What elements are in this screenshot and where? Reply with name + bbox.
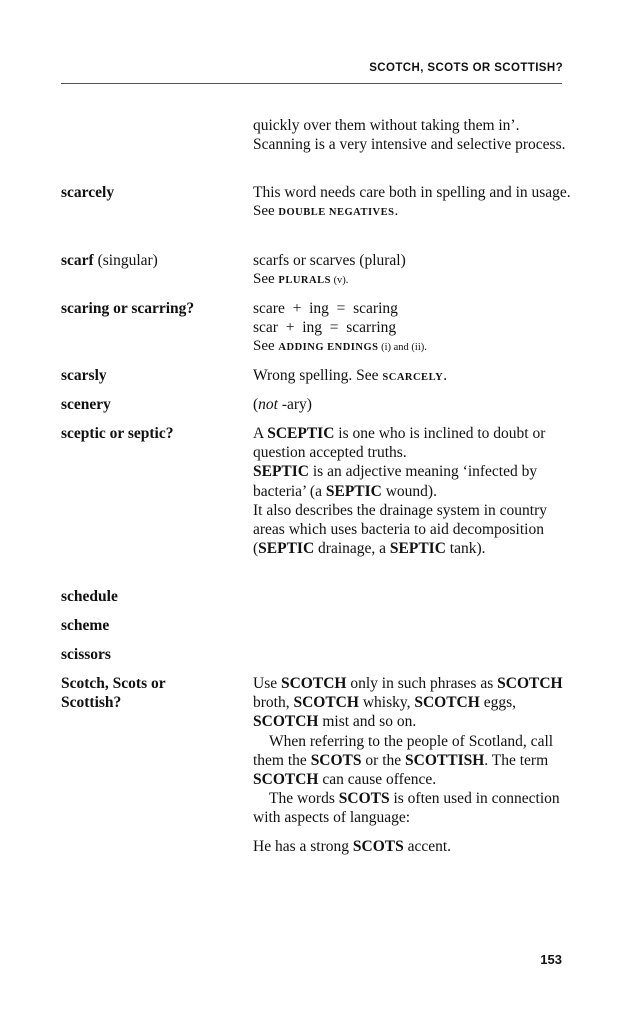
header-rule bbox=[61, 83, 562, 84]
term-scotch-scots-or-scottish: Scotch, Scots or Scottish? bbox=[61, 675, 166, 711]
term-scissors: scissors bbox=[61, 646, 111, 663]
def-scotch-scots-or-scottish: Use SCOTCH only in such phrases as SCOTCH broth, SCOTCH whisky, SCOTCH eggs, SCOTCH mist and so on. When referring to the people of Scotland, call them the SCOTS or the SCOTTISH. The term SCOTCH can cause offence. The words SCOTS is often used in connection with aspects of language: He has a strong SCOTS accent. bbox=[253, 674, 571, 856]
cross-ref-double-negatives[interactable]: DOUBLE NEGATIVES bbox=[278, 207, 395, 219]
continuation-text: quickly over them without taking them in’. Scanning is a very intensive and selective process. bbox=[253, 117, 566, 154]
def-scarcely: This word needs care both in spelling and in usage. See DOUBLE NEGATIVES. bbox=[253, 184, 571, 220]
running-head: SCOTCH, SCOTS OR SCOTTISH? bbox=[369, 62, 563, 74]
term-scarf: scarf (singular) bbox=[61, 252, 158, 269]
def-sceptic-or-septic: A SCEPTIC is one who is inclined to doubt or question accepted truths. SEPTIC is an adjective meaning ‘infected by bacteria’ (a SEPTIC wound). It also describes the drainage system in country areas which uses bacteria to aid decomposition (SEPTIC drainage, a SEPTIC tank). bbox=[253, 425, 547, 558]
def-scenery: (not -ary) bbox=[253, 396, 312, 413]
term-scarsly: scarsly bbox=[61, 367, 107, 384]
term-scheme: scheme bbox=[61, 617, 110, 634]
term-sceptic-or-septic: sceptic or septic? bbox=[61, 425, 174, 442]
page-number: 153 bbox=[540, 952, 562, 967]
def-scarf: scarfs or scarves (plural) See PLURALS (v). bbox=[253, 252, 406, 288]
def-scaring-or-scarring: scare + ing = scaring scar + ing = scarring See ADDING ENDINGS (i) and (ii). bbox=[253, 300, 427, 355]
term-scenery: scenery bbox=[61, 396, 111, 413]
cross-ref-plurals[interactable]: PLURALS bbox=[278, 275, 331, 287]
example-sentence: He has a strong SCOTS accent. bbox=[253, 837, 452, 855]
cross-ref-scarcely[interactable]: SCARCELY bbox=[382, 372, 444, 383]
def-scarsly: Wrong spelling. See SCARCELY. bbox=[253, 367, 448, 384]
term-schedule: schedule bbox=[61, 588, 118, 605]
term-scarcely: scarcely bbox=[61, 184, 115, 201]
cross-ref-adding-endings[interactable]: ADDING ENDINGS bbox=[278, 342, 379, 354]
term-scaring-or-scarring: scaring or scarring? bbox=[61, 300, 195, 317]
